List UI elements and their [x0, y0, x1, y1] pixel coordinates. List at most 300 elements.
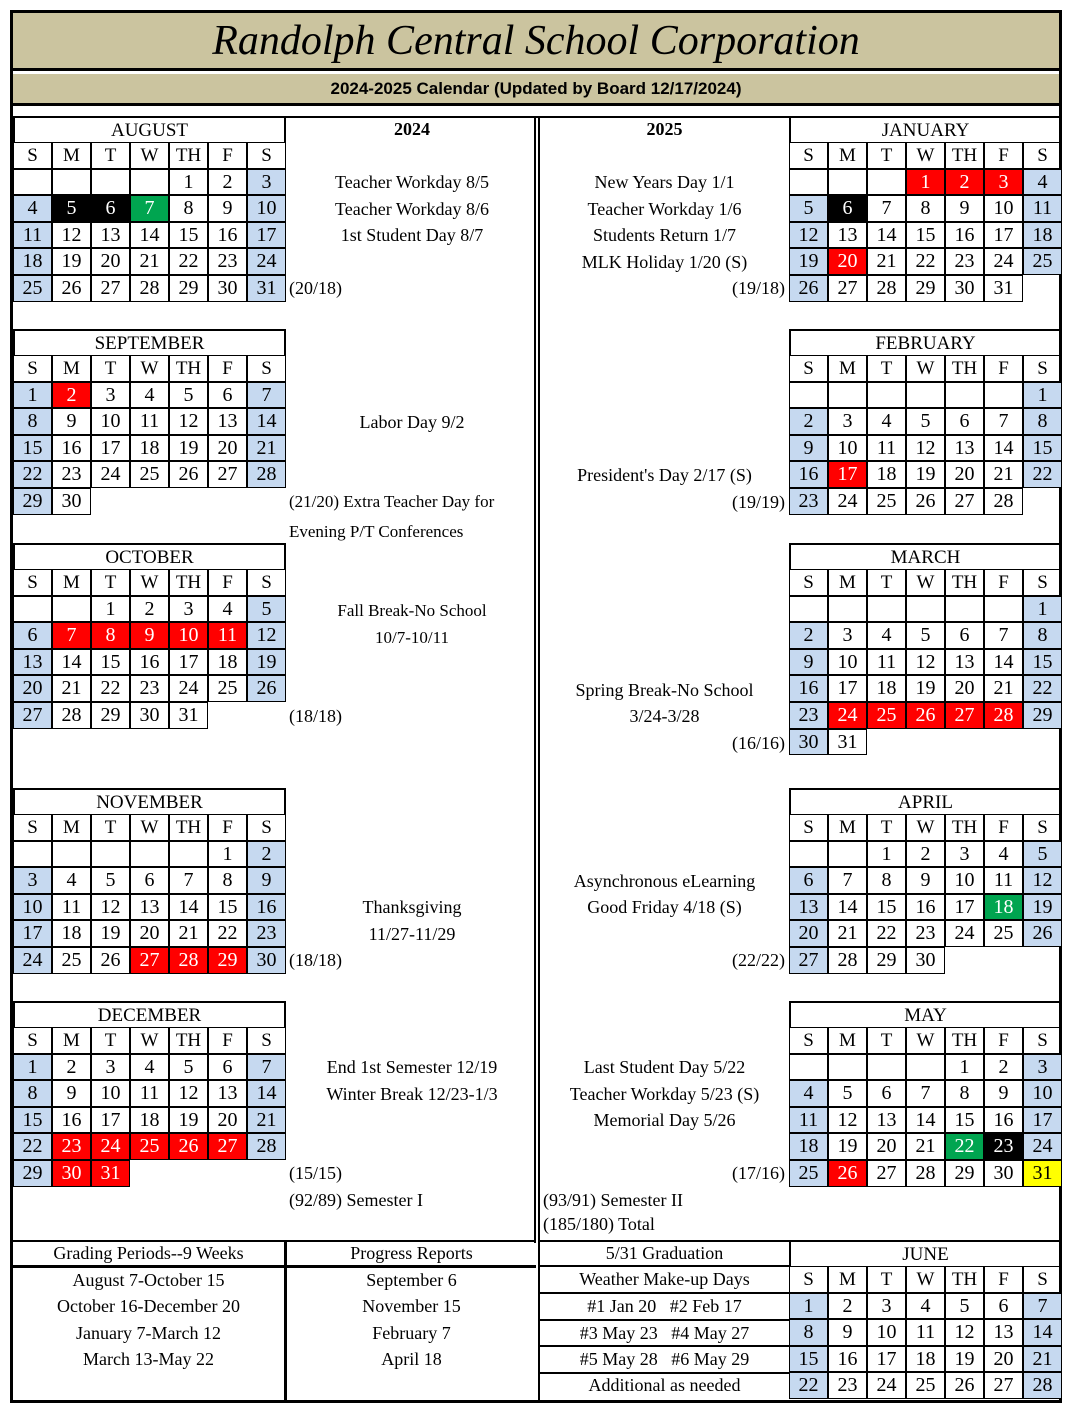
month-name-oct: OCTOBER [13, 543, 286, 569]
calendar-day: 2 [945, 169, 984, 196]
calendar-day: 20 [984, 1346, 1023, 1373]
calendar-day: 19 [828, 1133, 867, 1160]
day-header: TH [945, 814, 984, 841]
calendar-day: 17 [1023, 1107, 1062, 1134]
calendar-day: 31 [828, 729, 867, 756]
calendar-day: 8 [169, 195, 208, 222]
note-aug-count: (20/18) [289, 278, 342, 298]
calendar-day: 20 [208, 435, 247, 462]
day-header: S [247, 569, 286, 596]
note-nov-1: Thanksgiving [362, 897, 462, 917]
calendar-empty-cell [945, 382, 984, 409]
note-nov-count: (18/18) [289, 950, 342, 970]
grading-period-4: March 13-May 22 [83, 1349, 214, 1369]
calendar-day: 31 [169, 702, 208, 729]
calendar-day: 4 [867, 408, 906, 435]
calendar-day: 2 [247, 841, 286, 868]
day-header: F [984, 142, 1023, 169]
calendar-day: 27 [867, 1160, 906, 1187]
month-name-jun: JUNE [789, 1240, 1062, 1266]
calendar-day: 9 [208, 195, 247, 222]
calendar-day: 27 [945, 702, 984, 729]
calendar-day: 2 [52, 1054, 91, 1081]
calendar-day: 21 [247, 435, 286, 462]
calendar-day: 15 [906, 222, 945, 249]
calendar-day: 23 [828, 1372, 867, 1399]
calendar-day: 30 [247, 947, 286, 974]
calendar-day: 27 [984, 1372, 1023, 1399]
calendar-day: 7 [169, 867, 208, 894]
calendar-empty-cell [906, 1054, 945, 1081]
note-oct-count: (18/18) [289, 706, 342, 726]
day-header: W [906, 569, 945, 596]
calendar-day: 6 [867, 1080, 906, 1107]
calendar-day: 6 [208, 382, 247, 409]
day-header: F [208, 355, 247, 382]
note-apr-count: (22/22) [732, 950, 785, 970]
calendar-day: 12 [169, 408, 208, 435]
calendar-day: 30 [906, 947, 945, 974]
calendar-empty-cell [945, 596, 984, 623]
calendar-day: 6 [130, 867, 169, 894]
calendar-day: 26 [789, 275, 828, 302]
calendar-empty-cell [789, 841, 828, 868]
center-divider-right [538, 116, 540, 1403]
year-2024-heading: 2024 [394, 119, 430, 139]
calendar-empty-cell [828, 841, 867, 868]
calendar-day: 15 [789, 1346, 828, 1373]
day-header: S [1023, 1266, 1062, 1293]
day-header: S [789, 1266, 828, 1293]
day-header: W [906, 142, 945, 169]
calendar-day: 7 [52, 622, 91, 649]
calendar-day: 9 [945, 195, 984, 222]
calendar-day: 21 [867, 248, 906, 275]
calendar-day: 22 [13, 1133, 52, 1160]
calendar-day: 10 [867, 1319, 906, 1346]
calendar-day: 23 [984, 1133, 1023, 1160]
progress-report-1: September 6 [366, 1270, 457, 1290]
day-header: S [247, 355, 286, 382]
calendar-day: 17 [828, 675, 867, 702]
calendar-day: 21 [828, 920, 867, 947]
note-feb-count: (19/19) [732, 492, 785, 512]
calendar-day: 23 [789, 488, 828, 515]
calendar-empty-cell [789, 596, 828, 623]
calendar-empty-cell [130, 169, 169, 196]
calendar-day: 3 [169, 596, 208, 623]
calendar-empty-cell [828, 596, 867, 623]
calendar-day: 28 [1023, 1372, 1062, 1399]
calendar-day: 10 [828, 649, 867, 676]
day-header: S [789, 142, 828, 169]
day-header: F [984, 1027, 1023, 1054]
calendar-day: 24 [91, 1133, 130, 1160]
note-may-3: Memorial Day 5/26 [593, 1110, 736, 1130]
calendar-day: 8 [945, 1080, 984, 1107]
calendar-day: 27 [130, 947, 169, 974]
note-oct-2: 10/7-10/11 [375, 628, 449, 647]
calendar-day: 14 [247, 408, 286, 435]
calendar-day: 18 [52, 920, 91, 947]
note-sep-count: (21/20) Extra Teacher Day for [289, 492, 495, 511]
calendar-day: 25 [130, 1133, 169, 1160]
day-header: M [52, 569, 91, 596]
calendar-day: 9 [828, 1319, 867, 1346]
month-name-may: MAY [789, 1001, 1062, 1027]
calendar-day: 19 [91, 920, 130, 947]
calendar-day: 6 [945, 408, 984, 435]
month-name-mar: MARCH [789, 543, 1062, 569]
calendar-day: 26 [52, 275, 91, 302]
calendar-empty-cell [789, 169, 828, 196]
calendar-day: 3 [91, 1054, 130, 1081]
calendar-day: 18 [130, 435, 169, 462]
calendar-empty-cell [169, 841, 208, 868]
calendar-day: 17 [169, 649, 208, 676]
calendar-day: 15 [13, 1107, 52, 1134]
day-header: M [52, 142, 91, 169]
calendar-day: 12 [789, 222, 828, 249]
calendar-day: 15 [91, 649, 130, 676]
note-jan-3: Students Return 1/7 [593, 225, 736, 245]
calendar-day: 26 [906, 702, 945, 729]
note-may-count: (17/16) [732, 1163, 785, 1183]
calendar-day: 6 [945, 622, 984, 649]
calendar-day: 22 [945, 1133, 984, 1160]
calendar-day: 2 [906, 841, 945, 868]
note-apr-2: Good Friday 4/18 (S) [587, 897, 742, 917]
calendar-day: 14 [1023, 1319, 1062, 1346]
calendar-day: 19 [1023, 894, 1062, 921]
calendar-day: 23 [945, 248, 984, 275]
calendar-day: 16 [984, 1107, 1023, 1134]
makeup-days-2: #3 May 23 #4 May 27 [579, 1323, 750, 1343]
calendar-day: 31 [1023, 1160, 1062, 1187]
month-name-aug: AUGUST [13, 116, 286, 142]
day-header: T [91, 814, 130, 841]
note-jan-count: (19/18) [732, 278, 785, 298]
makeup-days-title: Weather Make-up Days [579, 1269, 750, 1289]
calendar-empty-cell [867, 382, 906, 409]
calendar-day: 5 [906, 622, 945, 649]
page-title: Randolph Central School Corporation [212, 18, 860, 64]
calendar-day: 21 [1023, 1346, 1062, 1373]
calendar-day: 28 [169, 947, 208, 974]
calendar-day: 10 [828, 435, 867, 462]
calendar-day: 18 [867, 675, 906, 702]
calendar-day: 23 [130, 675, 169, 702]
calendar-day: 2 [130, 596, 169, 623]
calendar-day: 25 [867, 488, 906, 515]
day-header: F [984, 1266, 1023, 1293]
day-header: S [13, 814, 52, 841]
month-name-apr: APRIL [789, 788, 1062, 814]
calendar-day: 12 [247, 622, 286, 649]
day-header: M [828, 1266, 867, 1293]
calendar-day: 4 [906, 1293, 945, 1320]
calendar-day: 8 [1023, 622, 1062, 649]
day-header: T [867, 569, 906, 596]
calendar-day: 14 [828, 894, 867, 921]
calendar-day: 30 [945, 275, 984, 302]
calendar-day: 16 [130, 649, 169, 676]
calendar-day: 13 [208, 408, 247, 435]
calendar-empty-cell [867, 169, 906, 196]
calendar-day: 30 [208, 275, 247, 302]
calendar-day: 22 [906, 248, 945, 275]
month-name-feb: FEBRUARY [789, 329, 1062, 355]
day-header: W [130, 814, 169, 841]
progress-report-3: February 7 [372, 1323, 451, 1343]
note-semester-2: (93/91) Semester II [543, 1190, 683, 1210]
day-header: M [828, 355, 867, 382]
note-total: (185/180) Total [543, 1214, 655, 1234]
calendar-day: 13 [867, 1107, 906, 1134]
grading-periods-title: Grading Periods--9 Weeks [53, 1243, 244, 1263]
calendar-day: 26 [247, 675, 286, 702]
day-header: W [906, 1266, 945, 1293]
calendar-day: 23 [789, 702, 828, 729]
note-may-2: Teacher Workday 5/23 (S) [569, 1084, 760, 1104]
note-sep-count-2: Evening P/T Conferences [289, 522, 464, 541]
note-oct-1: Fall Break-No School [337, 601, 487, 620]
calendar-day: 14 [867, 222, 906, 249]
calendar-day: 20 [828, 248, 867, 275]
calendar-day: 27 [828, 275, 867, 302]
day-header: F [984, 569, 1023, 596]
calendar-day: 2 [52, 382, 91, 409]
calendar-day: 27 [208, 461, 247, 488]
note-nov-2: 11/27-11/29 [368, 924, 456, 944]
calendar-day: 12 [169, 1080, 208, 1107]
calendar-day: 1 [1023, 382, 1062, 409]
day-header: F [208, 569, 247, 596]
calendar-day: 8 [13, 408, 52, 435]
day-header: TH [169, 142, 208, 169]
title-banner [13, 13, 1059, 71]
calendar-day: 1 [91, 596, 130, 623]
calendar-day: 20 [945, 461, 984, 488]
calendar-day: 2 [208, 169, 247, 196]
calendar-day: 27 [13, 702, 52, 729]
day-header: TH [945, 569, 984, 596]
day-header: T [867, 1266, 906, 1293]
day-header: S [13, 569, 52, 596]
calendar-day: 16 [789, 461, 828, 488]
makeup-days-1: #1 Jan 20 #2 Feb 17 [587, 1296, 742, 1316]
calendar-day: 22 [208, 920, 247, 947]
calendar-empty-cell [789, 382, 828, 409]
calendar-day: 24 [945, 920, 984, 947]
calendar-day: 17 [91, 1107, 130, 1134]
day-header: T [91, 1027, 130, 1054]
center-divider-left [534, 116, 536, 1243]
calendar-day: 27 [208, 1133, 247, 1160]
note-jan-1: New Years Day 1/1 [594, 172, 735, 192]
calendar-day: 24 [867, 1372, 906, 1399]
calendar-day: 30 [984, 1160, 1023, 1187]
calendar-day: 29 [867, 947, 906, 974]
calendar-day: 30 [130, 702, 169, 729]
calendar-day: 23 [247, 920, 286, 947]
calendar-empty-cell [828, 169, 867, 196]
calendar-day: 28 [247, 1133, 286, 1160]
calendar-day: 28 [52, 702, 91, 729]
day-header: S [789, 814, 828, 841]
calendar-empty-cell [52, 169, 91, 196]
calendar-day: 22 [169, 248, 208, 275]
calendar-day: 30 [52, 488, 91, 515]
calendar-empty-cell [984, 596, 1023, 623]
calendar-empty-cell [906, 382, 945, 409]
day-header: F [208, 142, 247, 169]
calendar-day: 7 [247, 1054, 286, 1081]
day-header: T [867, 355, 906, 382]
calendar-day: 15 [13, 435, 52, 462]
calendar-day: 26 [169, 461, 208, 488]
calendar-day: 25 [984, 920, 1023, 947]
day-header: F [984, 814, 1023, 841]
calendar-day: 29 [13, 488, 52, 515]
calendar-day: 21 [130, 248, 169, 275]
grading-period-3: January 7-March 12 [76, 1323, 221, 1343]
calendar-day: 12 [906, 435, 945, 462]
calendar-day: 14 [247, 1080, 286, 1107]
calendar-day: 23 [208, 248, 247, 275]
calendar-day: 16 [52, 435, 91, 462]
day-header: S [247, 814, 286, 841]
calendar-day: 24 [247, 248, 286, 275]
note-aug-1: Teacher Workday 8/5 [335, 172, 489, 192]
year-2025-heading: 2025 [646, 119, 683, 139]
calendar-empty-cell [828, 1054, 867, 1081]
calendar-day: 18 [867, 461, 906, 488]
note-feb-1: President's Day 2/17 (S) [577, 465, 752, 485]
calendar-day: 28 [130, 275, 169, 302]
calendar-day: 15 [169, 222, 208, 249]
day-header: TH [945, 355, 984, 382]
day-header: M [828, 569, 867, 596]
calendar-day: 7 [984, 622, 1023, 649]
calendar-day: 19 [247, 649, 286, 676]
day-header: F [984, 355, 1023, 382]
calendar-day: 11 [1023, 195, 1062, 222]
makeup-days-additional: Additional as needed [588, 1375, 741, 1395]
calendar-day: 13 [828, 222, 867, 249]
calendar-day: 11 [867, 435, 906, 462]
day-header: S [13, 1027, 52, 1054]
calendar-day: 30 [789, 729, 828, 756]
month-name-dec: DECEMBER [13, 1001, 286, 1027]
calendar-empty-cell [867, 1054, 906, 1081]
calendar-day: 10 [247, 195, 286, 222]
calendar-day: 4 [1023, 169, 1062, 196]
calendar-day: 27 [945, 488, 984, 515]
day-header: S [789, 569, 828, 596]
calendar-day: 25 [906, 1372, 945, 1399]
calendar-day: 5 [828, 1080, 867, 1107]
calendar-day: 25 [208, 675, 247, 702]
day-header: S [1023, 814, 1062, 841]
note-apr-1: Asynchronous eLearning [573, 871, 756, 891]
calendar-day: 18 [984, 894, 1023, 921]
note-dec-count: (15/15) [289, 1163, 342, 1183]
day-header: TH [945, 142, 984, 169]
calendar-day: 14 [52, 649, 91, 676]
day-header: F [208, 1027, 247, 1054]
calendar-day: 21 [247, 1107, 286, 1134]
note-aug-3: 1st Student Day 8/7 [340, 225, 484, 245]
day-header: T [867, 1027, 906, 1054]
calendar-day: 1 [945, 1054, 984, 1081]
grading-period-2: October 16-December 20 [57, 1296, 240, 1316]
day-header: TH [169, 355, 208, 382]
day-header: TH [945, 1266, 984, 1293]
calendar-day: 7 [867, 195, 906, 222]
day-header: M [828, 142, 867, 169]
calendar-day: 5 [169, 382, 208, 409]
progress-report-4: April 18 [381, 1349, 442, 1369]
calendar-day: 8 [1023, 408, 1062, 435]
calendar-day: 19 [169, 435, 208, 462]
note-jan-4: MLK Holiday 1/20 (S) [581, 252, 748, 272]
day-header: M [52, 1027, 91, 1054]
calendar-day: 21 [984, 675, 1023, 702]
day-header: W [130, 569, 169, 596]
calendar-day: 20 [130, 920, 169, 947]
calendar-day: 11 [208, 622, 247, 649]
calendar-day: 6 [91, 195, 130, 222]
calendar-day: 18 [13, 248, 52, 275]
calendar-day: 21 [984, 461, 1023, 488]
calendar-day: 20 [91, 248, 130, 275]
calendar-empty-cell [52, 841, 91, 868]
calendar-day: 9 [789, 649, 828, 676]
calendar-day: 17 [984, 222, 1023, 249]
calendar-day: 5 [169, 1054, 208, 1081]
calendar-day: 5 [945, 1293, 984, 1320]
day-header: TH [169, 569, 208, 596]
day-header: S [13, 142, 52, 169]
calendar-empty-cell [130, 841, 169, 868]
calendar-day: 8 [91, 622, 130, 649]
calendar-day: 20 [789, 920, 828, 947]
calendar-day: 10 [169, 622, 208, 649]
calendar-day: 31 [984, 275, 1023, 302]
calendar-day: 1 [13, 1054, 52, 1081]
day-header: S [789, 1027, 828, 1054]
calendar-day: 4 [867, 622, 906, 649]
day-header: S [247, 142, 286, 169]
calendar-day: 9 [984, 1080, 1023, 1107]
note-semester-1: (92/89) Semester I [289, 1190, 423, 1210]
calendar-day: 19 [906, 675, 945, 702]
calendar-day: 24 [169, 675, 208, 702]
calendar-day: 23 [52, 461, 91, 488]
calendar-day: 16 [789, 675, 828, 702]
calendar-empty-cell [91, 169, 130, 196]
calendar-day: 12 [828, 1107, 867, 1134]
calendar-day: 3 [13, 867, 52, 894]
calendar-day: 12 [906, 649, 945, 676]
calendar-day: 3 [91, 382, 130, 409]
calendar-day: 1 [906, 169, 945, 196]
calendar-day: 24 [984, 248, 1023, 275]
calendar-day: 1 [13, 382, 52, 409]
calendar-day: 1 [169, 169, 208, 196]
calendar-day: 12 [91, 894, 130, 921]
